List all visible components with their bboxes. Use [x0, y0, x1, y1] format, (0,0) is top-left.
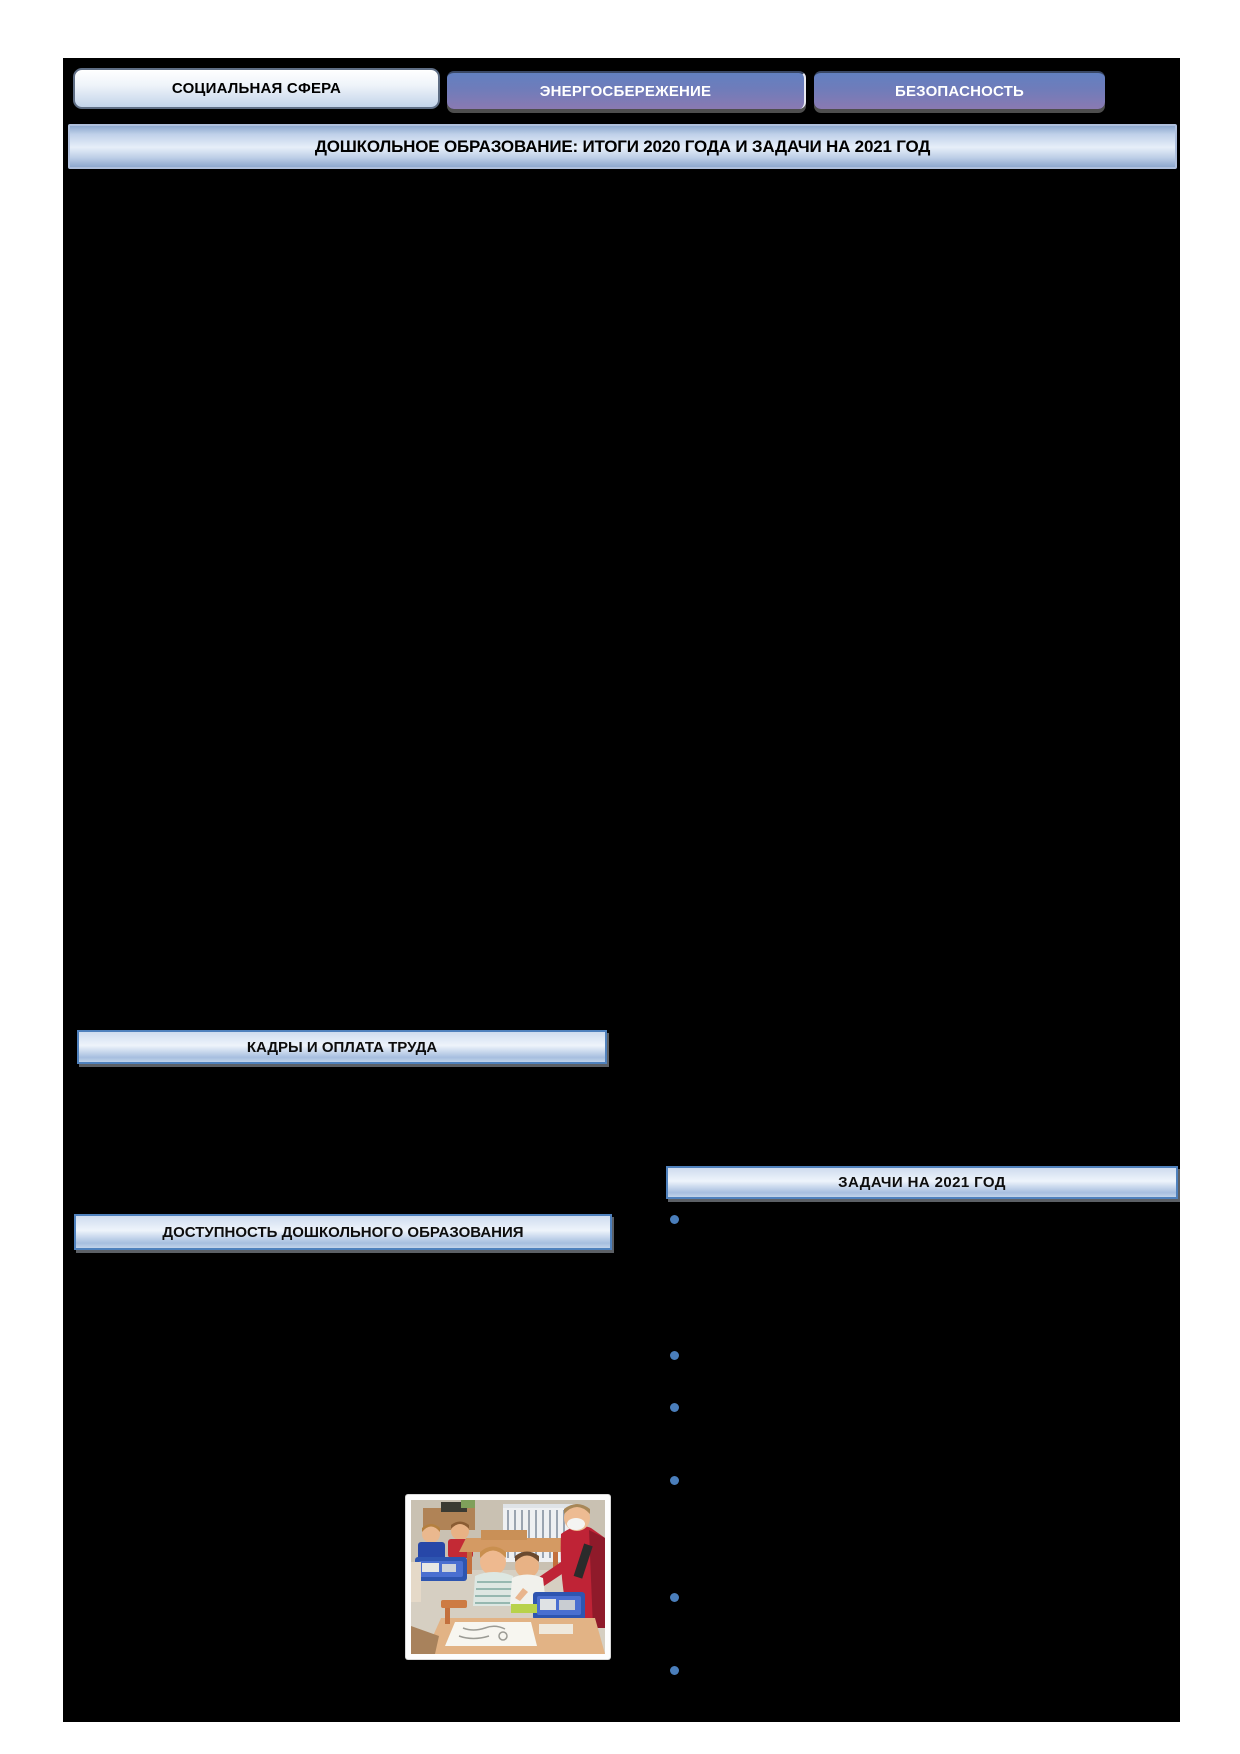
section-header-preschool-accessibility [74, 1214, 612, 1250]
tab-safety-label: БЕЗОПАСНОСТЬ [894, 82, 1025, 100]
tab-safety[interactable] [814, 71, 1105, 109]
tab-energy-saving[interactable] [447, 71, 806, 109]
bullet-icon [670, 1351, 679, 1360]
bullet-icon [670, 1666, 679, 1675]
classroom-photo [406, 1495, 610, 1659]
bullet-icon [670, 1593, 679, 1602]
section-header-tasks-2021 [666, 1166, 1178, 1199]
page-title-banner [68, 124, 1177, 169]
page-content-area [63, 58, 1180, 1722]
tab-social-sphere[interactable] [73, 68, 440, 109]
tab-social-sphere-label: СОЦИАЛЬНАЯ СФЕРА [171, 80, 342, 97]
bullet-icon [670, 1403, 679, 1412]
bullet-icon [670, 1476, 679, 1485]
section-header-staff-and-pay-label: КАДРЫ И ОПЛАТА ТРУДА [246, 1038, 438, 1056]
section-header-staff-and-pay [77, 1030, 607, 1064]
bullet-icon [670, 1215, 679, 1224]
page-title: ДОШКОЛЬНОЕ ОБРАЗОВАНИЕ: ИТОГИ 2020 ГОДА И ЗАДАЧИ НА 2021 ГОД [314, 136, 931, 156]
tab-energy-saving-label: ЭНЕРГОСБЕРЕЖЕНИЕ [539, 82, 712, 100]
section-header-preschool-accessibility-label: ДОСТУПНОСТЬ ДОШКОЛЬНОГО ОБРАЗОВАНИЯ [162, 1223, 524, 1241]
section-header-tasks-2021-label: ЗАДАЧИ НА 2021 ГОД [838, 1174, 1006, 1191]
